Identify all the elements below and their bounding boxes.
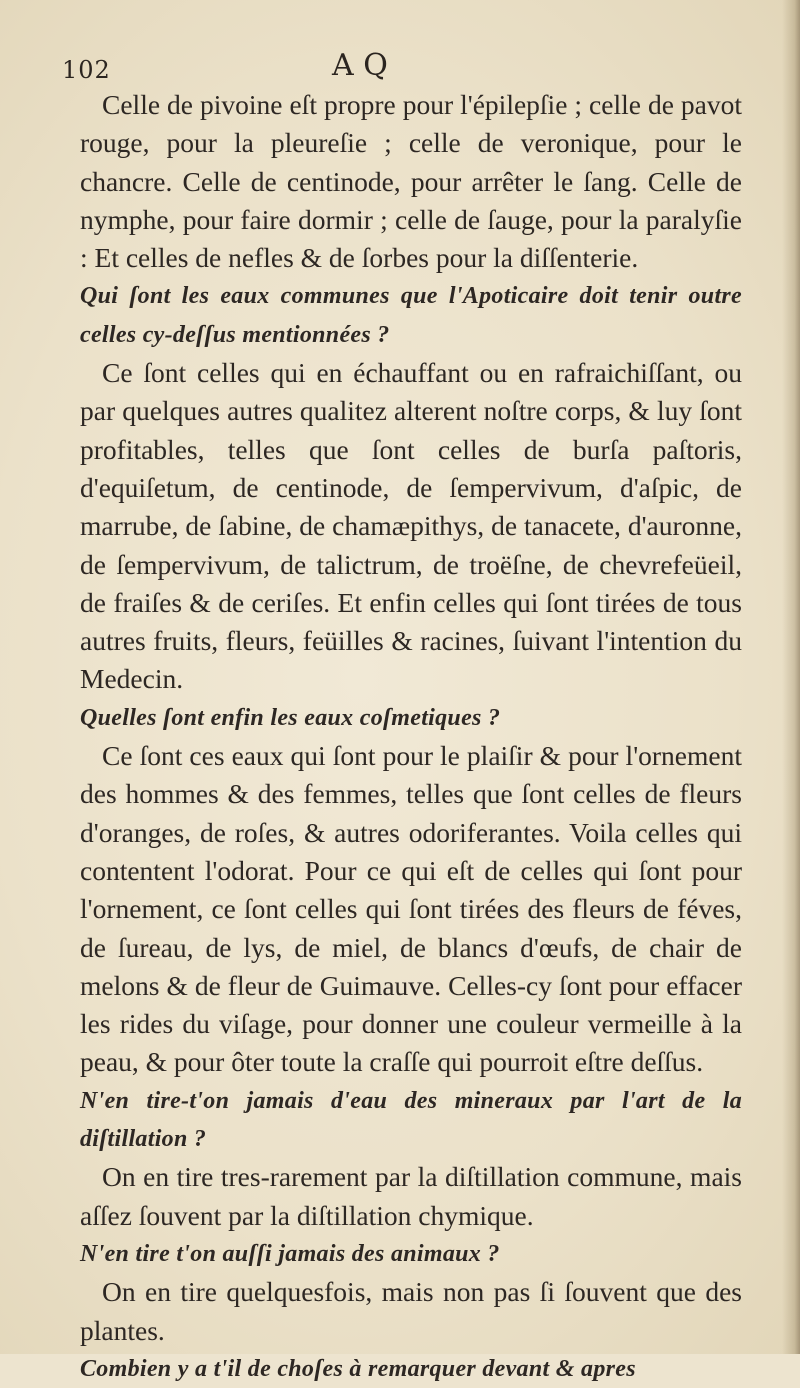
paragraph: Celle de pivoine eſt propre pour l'épilepſie ; celle de pavot rouge, pour la pleureſie ; celle de veronique, pour le chancre. Celle de centinode, pour arrêter le ſang. Celle de nymphe, pour faire dormir ; celle de ſauge, pour la paralyſie : Et celles de nefles & de ſorbes pour la diſſenterie. [80,89,742,274]
paragraph: On en tire tres-rarement par la diſtillation commune, mais aſſez ſouvent par la diſtillation chymique. [80,1161,742,1231]
question-heading: Combien y a t'il de choſes à remarquer devant & apres [80,1355,636,1382]
page-header [62,48,712,88]
question-heading: N'en tire-t'on jamais d'eau des mineraux par l'art de la diſtillation ? [80,1087,742,1153]
running-head: A Q [332,48,388,83]
paragraph: On en tire quelquesfois, mais non pas ſi ſouvent que des plantes. [80,1276,742,1346]
page-number: 102 [62,56,111,84]
paragraph: Ce ſont celles qui en échauffant ou en rafraichiſſant, ou par quelques autres qualitez alterent noſtre corps, & luy ſont profitables, telles que ſont celles de burſa paſtoris, d'equiſetum, de centinode, de ſempervivum, d'aſpic, de marrube, de ſabine, de chamæpithys, de tanacete, d'auronne, de ſempervivum, de talictrum, de troëſne, de chevrefeüeil, de fraiſes & de ceriſes. Et enfin celles qui ſont tirées de tous autres fruits, fleurs, feüilles & racines, ſuivant l'intention du Medecin. [80,357,742,695]
question-heading: Quelles ſont enfin les eaux coſmetiques ? [80,704,501,731]
body-text [80,86,742,1388]
question-heading: N'en tire t'on auſſi jamais des animaux ? [80,1240,500,1267]
question-heading: Qui ſont les eaux communes que l'Apoticaire doit tenir outre celles cy-deſſus mentionnées ? [80,283,742,348]
page-edge-shadow [782,0,800,1354]
paragraph: Ce ſont ces eaux qui ſont pour le plaiſir & pour l'ornement des hommes & des femmes, telles que ſont celles de fleurs d'oranges, de roſes, & autres odoriferantes. Voila celles qui contentent l'odorat. Pour ce qui eſt de celles qui ſont pour l'ornement, ce ſont celles qui ſont tirées des fleurs de féves, de ſureau, de lys, de miel, de blancs d'œufs, de chair de melons & de fleur de Guimauve. Celles-cy ſont pour effacer les rides du viſage, pour donner une couleur vermeille à la peau, & pour ôter toute la craſſe qui pourroit eſtre deſſus. [80,740,742,1078]
